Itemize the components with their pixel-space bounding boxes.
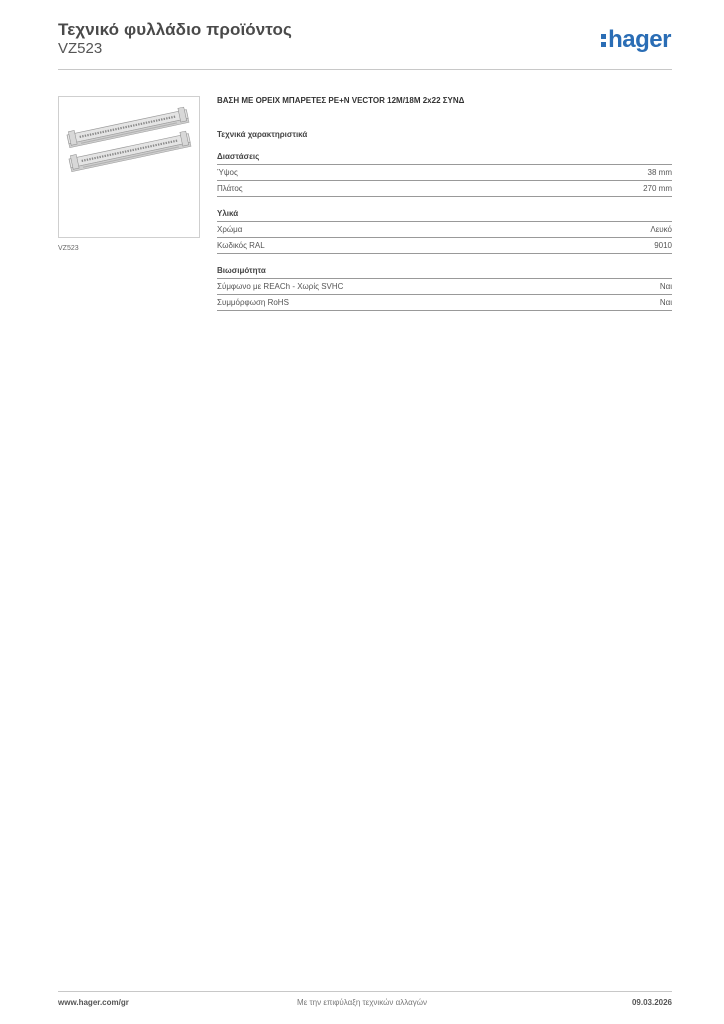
spec-value: 9010 <box>654 241 672 250</box>
spec-value: 270 mm <box>643 184 672 193</box>
spec-label: Πλάτος <box>217 184 243 193</box>
section-heading: Τεχνικά χαρακτηριστικά <box>217 130 308 139</box>
spec-row <box>217 181 672 197</box>
spec-label: Συμμόρφωση RoHS <box>217 298 289 307</box>
spec-row <box>217 238 672 254</box>
spec-label: Χρώμα <box>217 225 243 234</box>
spec-row <box>217 222 672 238</box>
spec-row <box>217 295 672 311</box>
group-heading-materials: Υλικά <box>217 209 672 222</box>
spec-value: Ναι <box>659 282 672 291</box>
spec-value: 38 mm <box>647 168 672 177</box>
logo-colon-icon <box>601 34 606 47</box>
group-heading-sustainability: Βιωσιμότητα <box>217 266 672 279</box>
footer-website-link[interactable]: www.hager.com/gr <box>58 998 129 1007</box>
image-caption: VZ523 <box>58 245 79 252</box>
product-image <box>58 96 200 238</box>
spec-label: Σύμφωνο με REACh - Χωρίς SVHC <box>217 282 344 291</box>
logo-text: hager <box>608 26 671 53</box>
spec-label: Κωδικός RAL <box>217 241 265 250</box>
footer-divider <box>58 991 672 992</box>
product-code: VZ523 <box>58 40 103 57</box>
header-divider <box>58 69 672 70</box>
product-name: ΒΑΣΗ ΜΕ ΟΡΕΙΧ ΜΠΑΡΕΤΕΣ PE+N VECTOR 12M/18M 2x22 ΣΥΝΔ <box>217 96 465 105</box>
hager-logo <box>601 28 671 52</box>
spec-row <box>217 165 672 181</box>
document-title: Τεχνικό φυλλάδιο προϊόντος <box>58 20 292 39</box>
spec-row <box>217 279 672 295</box>
footer-notice: Με την επιφύλαξη τεχνικών αλλαγών <box>297 998 427 1007</box>
group-heading-dimensions: Διαστάσεις <box>217 152 672 165</box>
spec-value: Ναι <box>659 298 672 307</box>
spec-value: Λευκό <box>650 225 672 234</box>
footer-date: 09.03.2026 <box>631 998 672 1007</box>
spec-content <box>217 96 672 311</box>
spec-label: Ύψος <box>217 168 238 177</box>
busbar-rails-illustration <box>59 97 199 237</box>
